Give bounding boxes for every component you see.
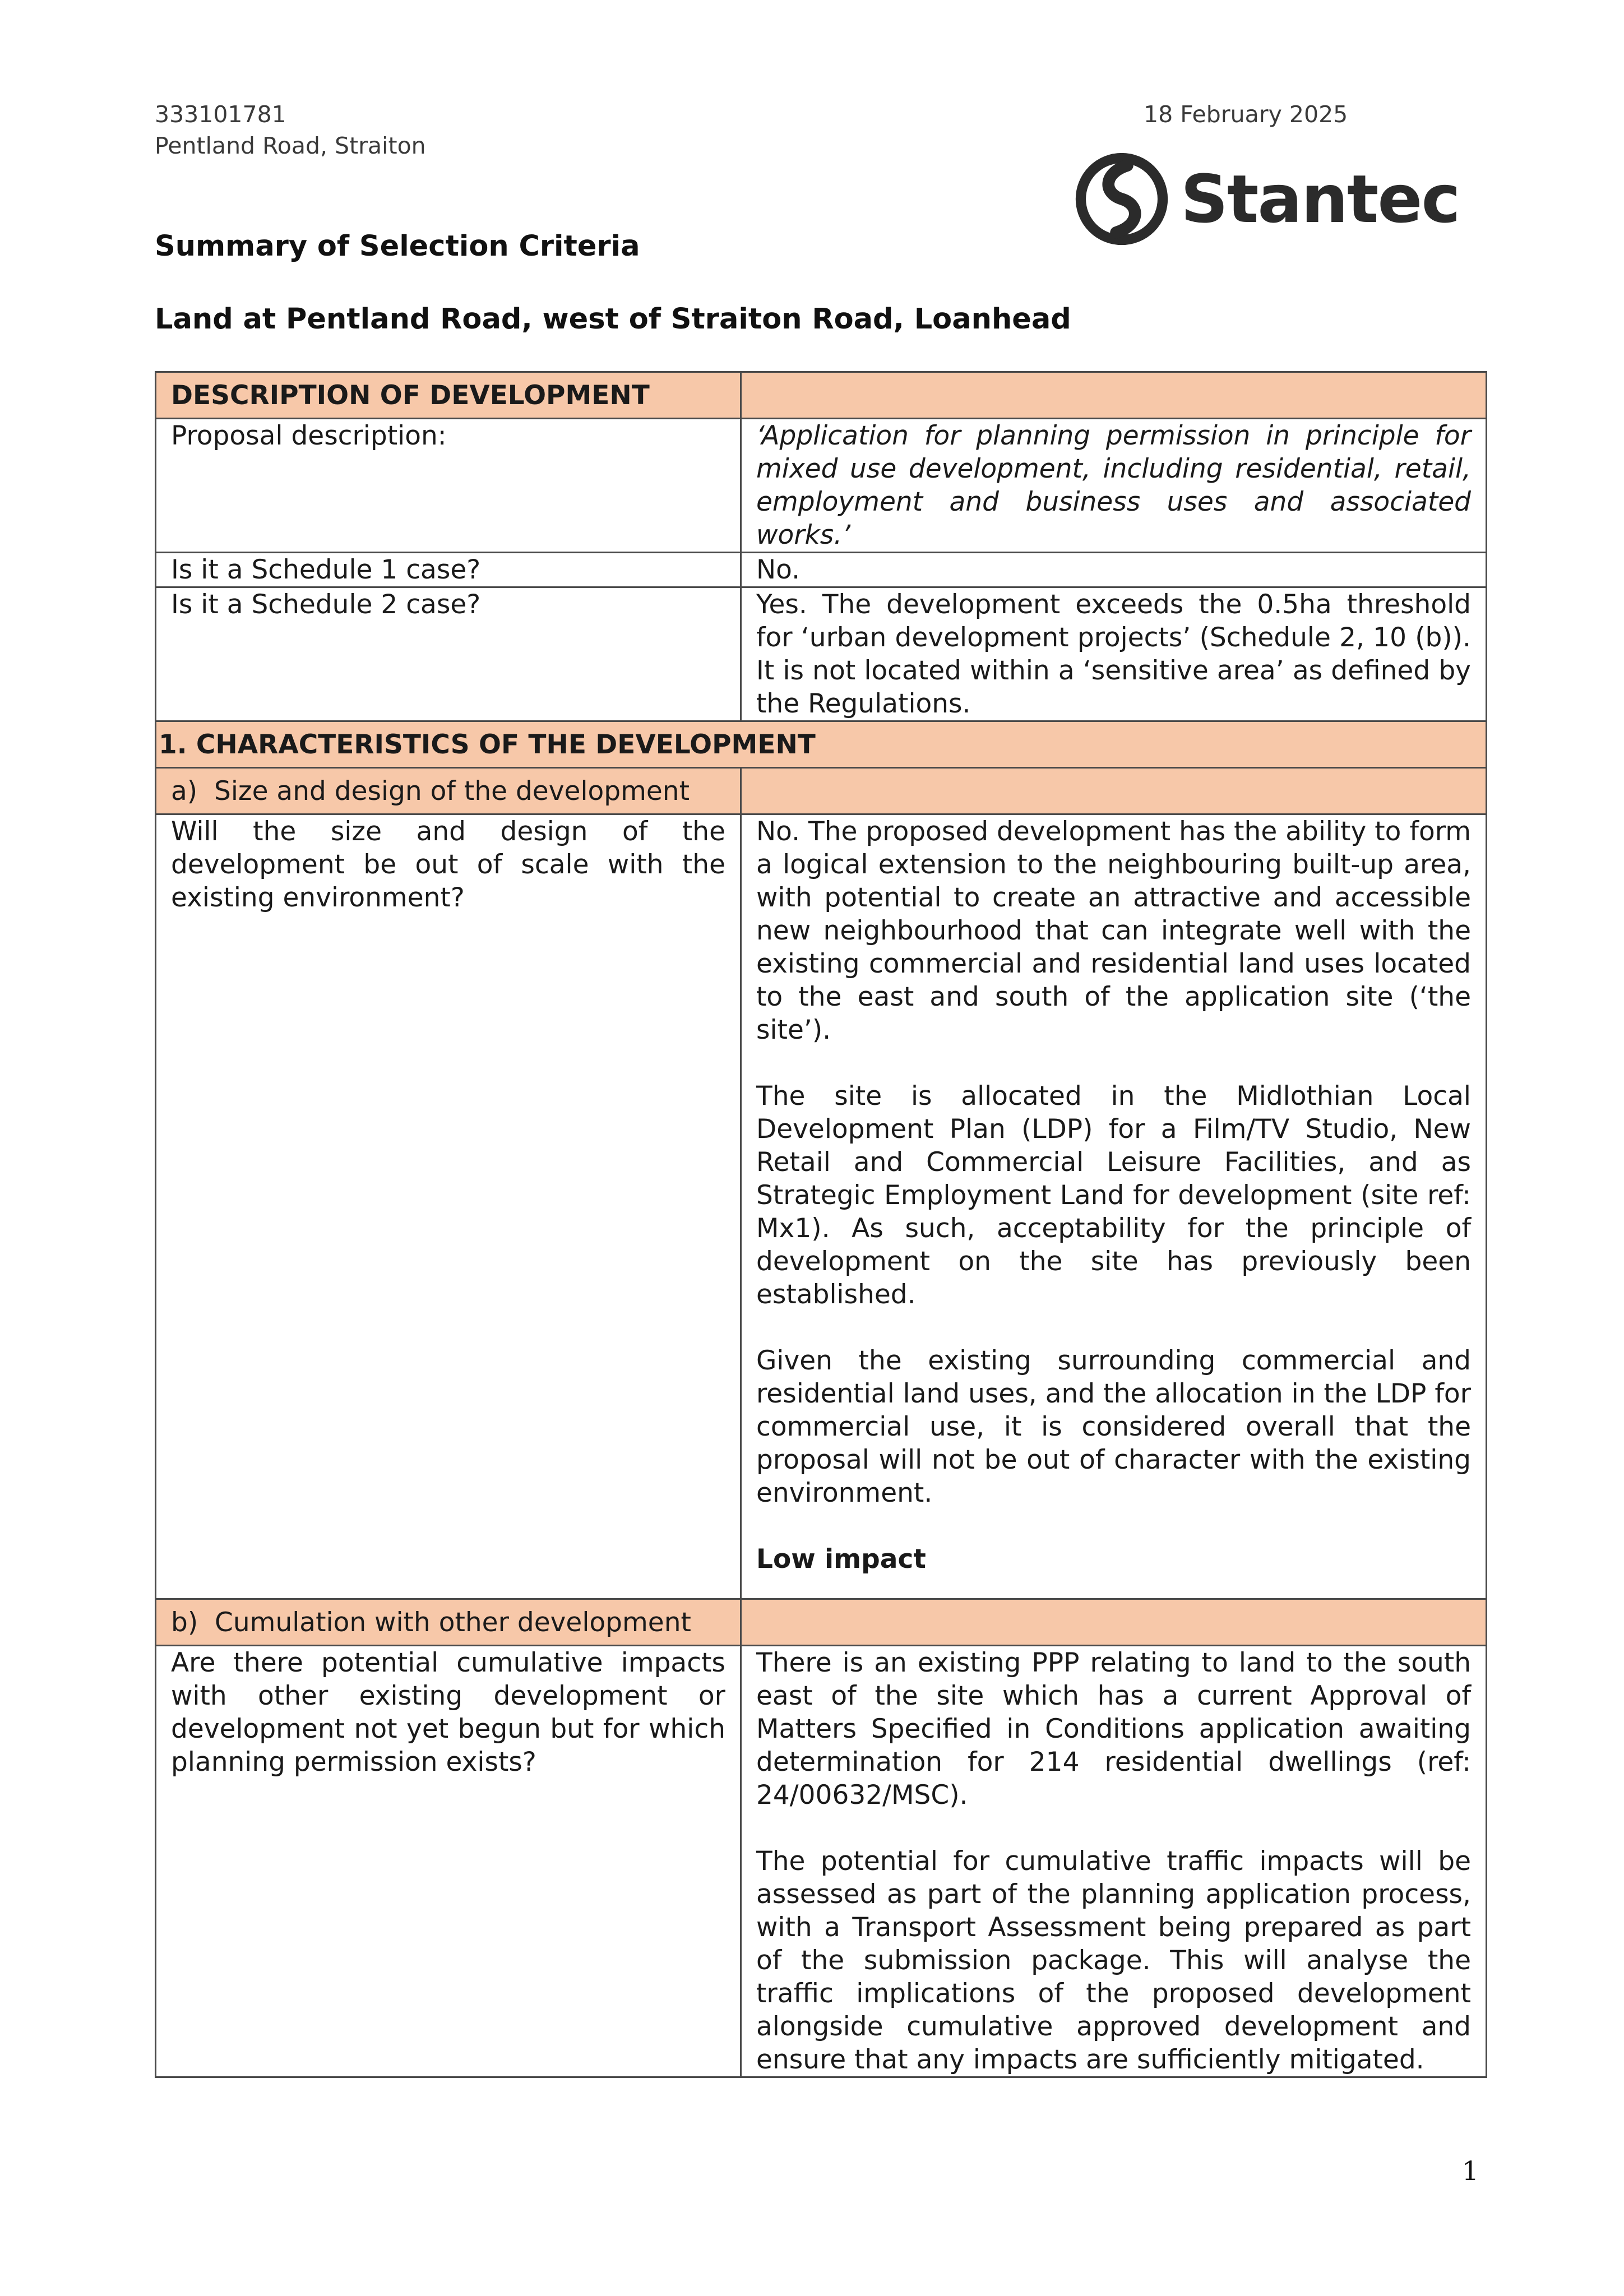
page-number: 1 bbox=[1462, 2156, 1479, 2187]
document-header-left bbox=[155, 99, 426, 161]
subsection-heading-empty bbox=[741, 768, 1487, 814]
section-heading: DESCRIPTION OF DEVELOPMENT bbox=[156, 372, 741, 419]
stantec-logo bbox=[1075, 152, 1460, 246]
project-address: Pentland Road, Straiton bbox=[155, 132, 426, 159]
table-row bbox=[156, 814, 1487, 1599]
row-value-text: Yes. The development exceeds the 0.5ha threshold for ‘urban development projects’ (Schedule 2, 10 (b)). It is not located within a ‘sensitive area’ as defined by the Regulations. bbox=[756, 589, 1471, 719]
criteria-answer bbox=[741, 1646, 1487, 2077]
row-label: Proposal description: bbox=[156, 419, 741, 553]
impact-rating: Low impact bbox=[756, 1544, 926, 1575]
section-header-row bbox=[156, 721, 1487, 768]
subsection-header-row bbox=[156, 1599, 1487, 1646]
table-row bbox=[156, 1646, 1487, 2077]
document-subtitle: Land at Pentland Road, west of Straiton Road, Loanhead bbox=[155, 303, 1071, 336]
answer-paragraph: There is an existing PPP relating to land to the south east of the site which has a current Approval of Matters Specified in Conditions application awaiting determination for 214 residential dwellings (ref: 24/00632/MSC). bbox=[756, 1647, 1471, 1811]
answer-paragraph: Given the existing surrounding commercial and residential land uses, and the allocation in the LDP for commercial use, it is considered overall that the proposal will not be out of character with the existing environment. bbox=[756, 1345, 1471, 1508]
section-heading-empty bbox=[741, 372, 1487, 419]
criteria-question: Are there potential cumulative impacts with other existing development or development not yet begun but for which planning permission exists? bbox=[156, 1646, 741, 2077]
document-title: Summary of Selection Criteria bbox=[155, 230, 640, 263]
document-date: 18 February 2025 bbox=[1144, 101, 1348, 128]
table-row bbox=[156, 553, 1487, 587]
stantec-swirl-icon bbox=[1075, 152, 1168, 246]
answer-paragraph: No. The proposed development has the ability to form a logical extension to the neighbouring built-up area, with potential to create an attractive and accessible new neighbourhood that can integrate well with the existing commercial and residential land uses located to the east and south of the application site (‘the site’). bbox=[756, 816, 1471, 1045]
row-value-text: No. bbox=[756, 554, 801, 585]
row-value bbox=[741, 553, 1487, 587]
table-row bbox=[156, 419, 1487, 553]
row-label: Is it a Schedule 2 case? bbox=[156, 587, 741, 721]
table-row bbox=[156, 587, 1487, 721]
row-value bbox=[741, 419, 1487, 553]
proposal-text: ‘Application for planning permission in principle for mixed use development, including residential, retail, employment and business uses and associated works.’ bbox=[756, 420, 1471, 550]
logo-wordmark: Stantec bbox=[1181, 160, 1460, 238]
section-header-row bbox=[156, 372, 1487, 419]
project-reference: 333101781 bbox=[155, 101, 286, 128]
criteria-question: Will the size and design of the development be out of scale with the existing environment? bbox=[156, 814, 741, 1599]
answer-paragraph: The potential for cumulative traffic impacts will be assessed as part of the planning application process, with a Transport Assessment being prepared as part of the submission package. This will analyse the traffic implications of the proposed development alongside cumulative approved development and ensure that any impacts are sufficiently mitigated. bbox=[756, 1846, 1471, 2075]
row-value bbox=[741, 587, 1487, 721]
subsection-header-row bbox=[156, 768, 1487, 814]
selection-criteria-table bbox=[155, 371, 1487, 2078]
answer-paragraph: The site is allocated in the Midlothian Local Development Plan (LDP) for a Film/TV Studio, New Retail and Commercial Leisure Facilities, and as Strategic Employment Land for development (site ref: Mx1). As such, acceptability for the principle of development on the site has previously been established. bbox=[756, 1081, 1471, 1310]
subsection-heading-empty bbox=[741, 1599, 1487, 1646]
criteria-answer bbox=[741, 814, 1487, 1599]
subsection-heading: b) Cumulation with other development bbox=[156, 1599, 741, 1646]
subsection-heading: a) Size and design of the development bbox=[156, 768, 741, 814]
row-label: Is it a Schedule 1 case? bbox=[156, 553, 741, 587]
section-heading: 1. CHARACTERISTICS OF THE DEVELOPMENT bbox=[156, 721, 1487, 768]
